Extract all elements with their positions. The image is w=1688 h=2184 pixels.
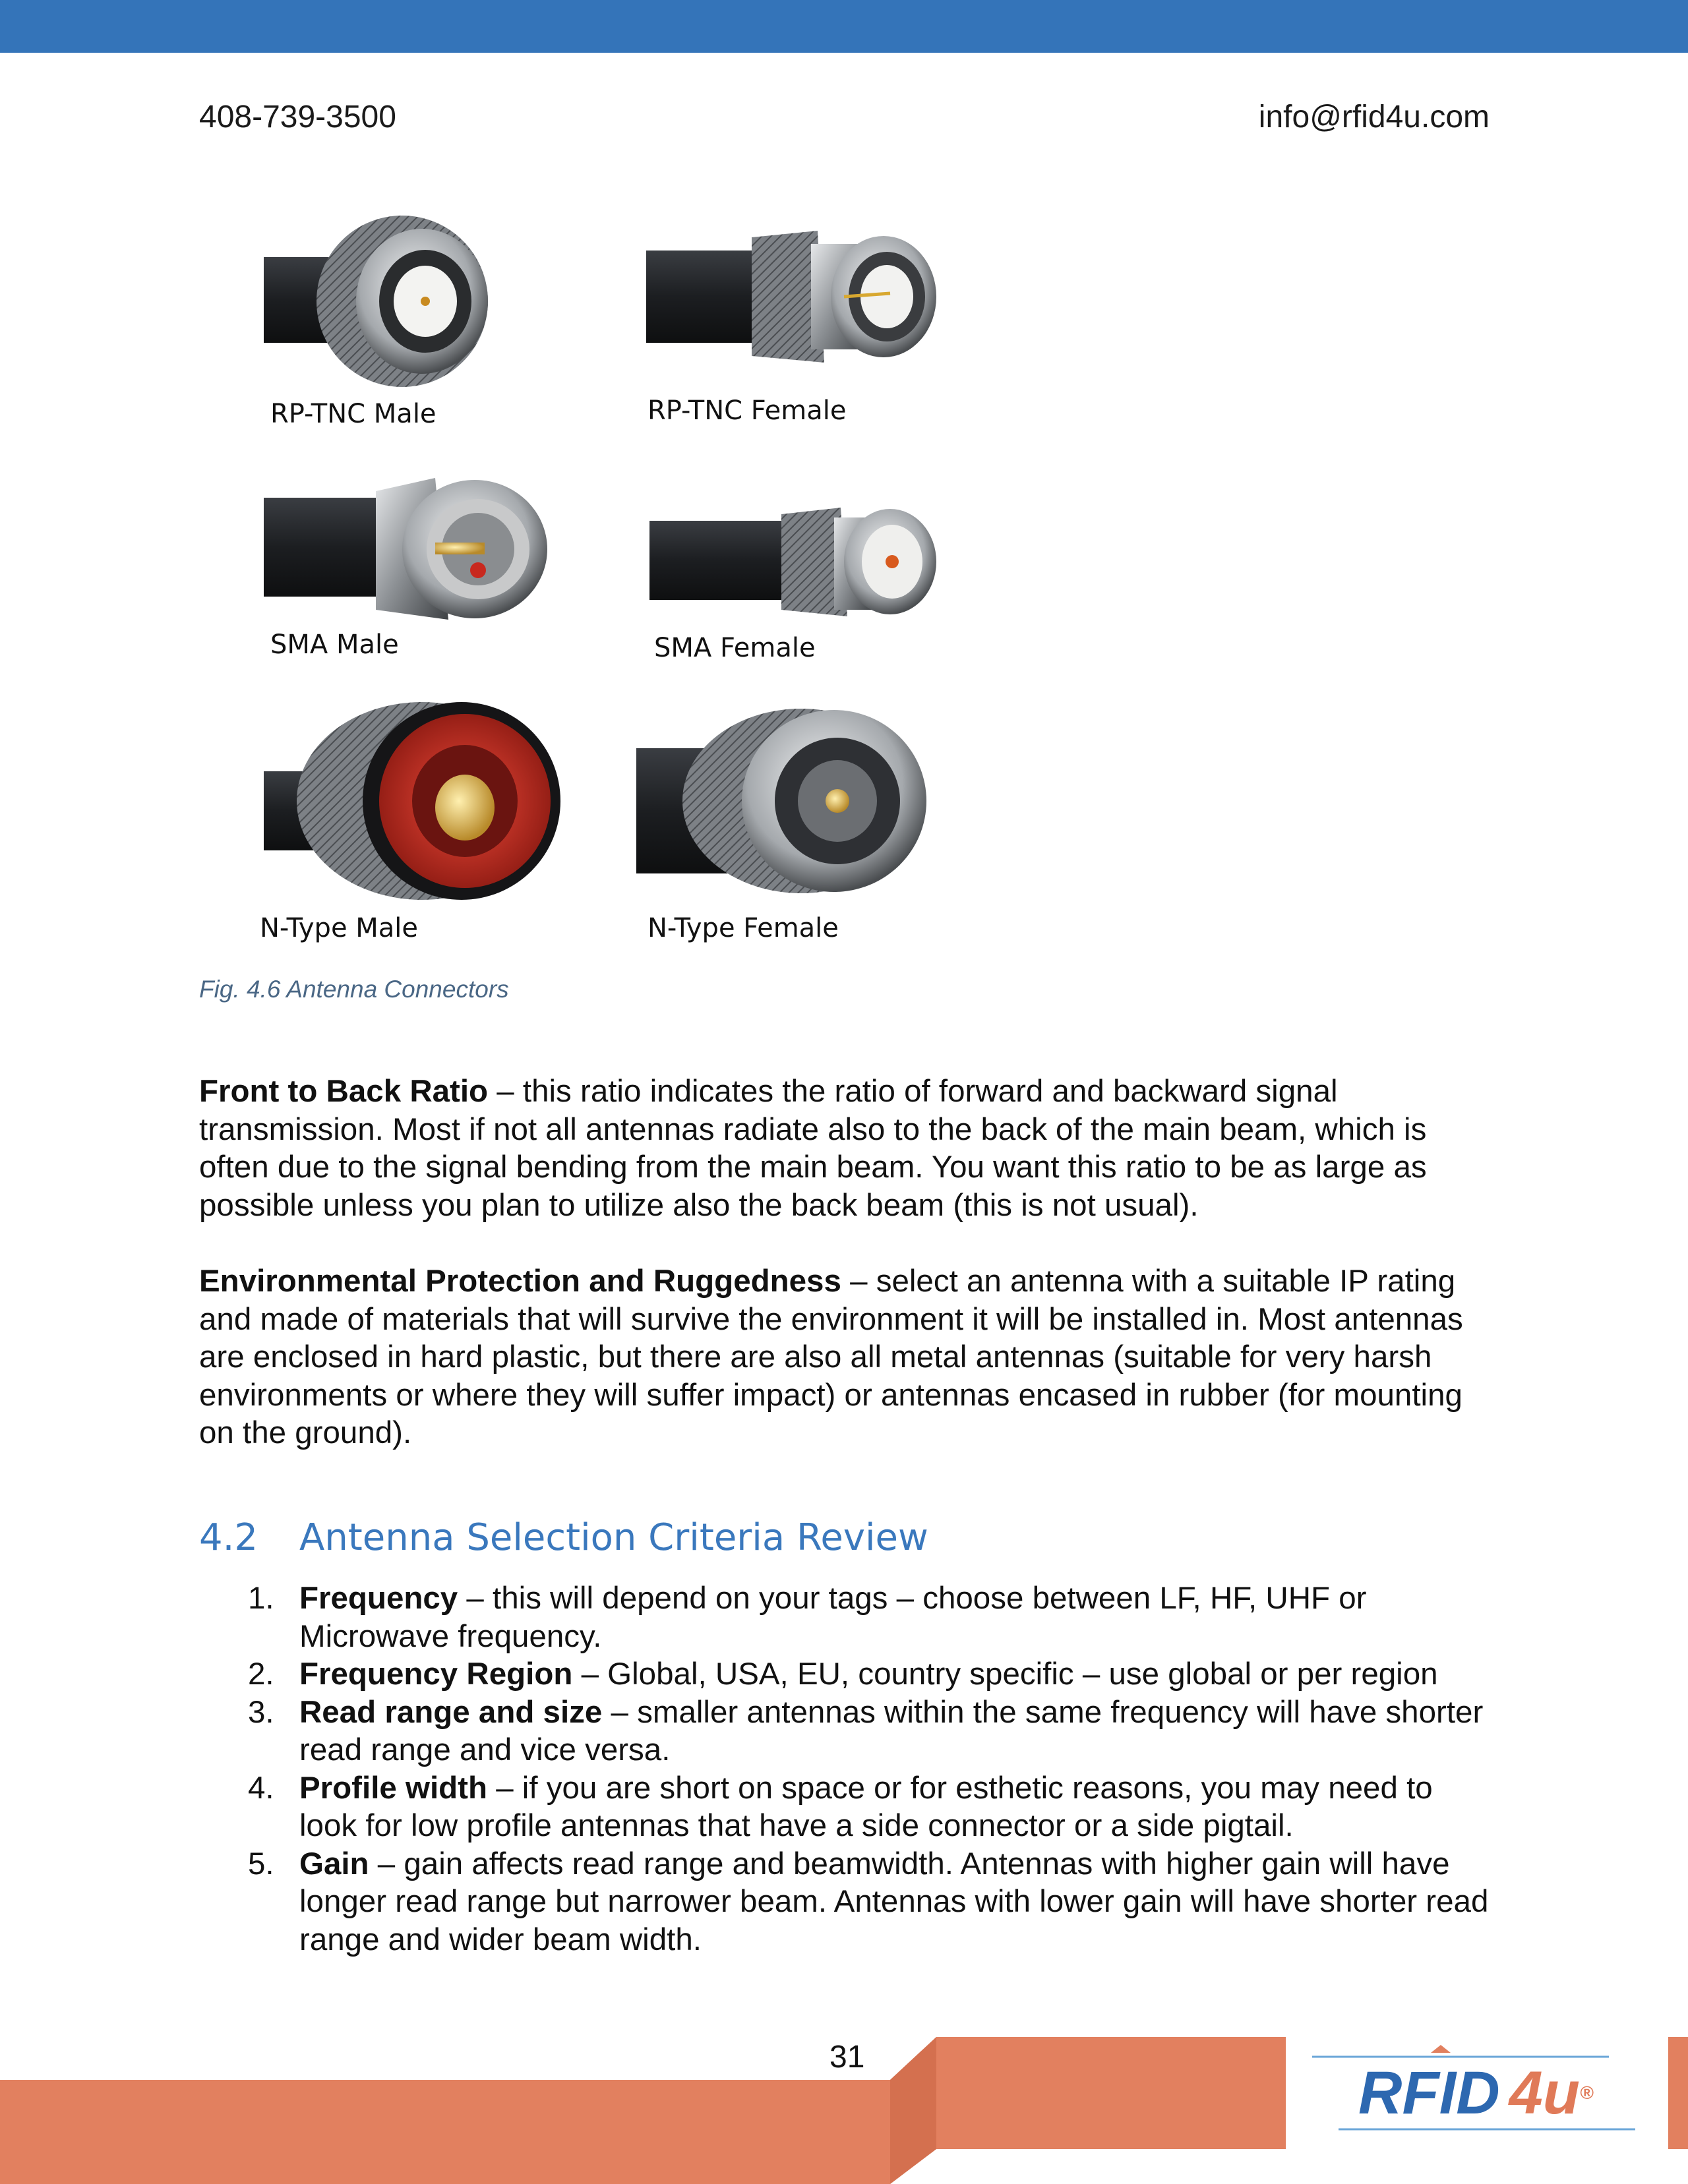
list-item [199,1845,1492,1959]
figure-caption: Fig. 4.6 Antenna Connectors [199,976,509,1003]
list-item [199,1769,1492,1845]
front-to-back-term: Front to Back Ratio [199,1074,489,1109]
environmental-text: – select an antenna with a suitable IP rating and made of materials that will survive the environment it will be installed in. Most antennas are enclosed in hard plastic, but there are also all metal antennas (suitable for very harsh environments or where they will suffer impact) or antennas encased in rubber (for mounting on the ground). [199,1264,1463,1450]
criteria-list [199,1579,1492,1959]
environmental-paragraph [199,1262,1492,1452]
logo-text-rfid: RFID [1358,2059,1500,2127]
sma-female-image [649,501,946,623]
list-item-term: Gain [299,1846,369,1881]
n-type-male-image [264,699,574,903]
sma-male-image [264,478,560,620]
section-heading [199,1516,928,1559]
rfid4u-logo [1358,2057,1594,2129]
list-item-text: – gain affects read range and beamwidth. Antennas with higher gain will have longer read range but narrower beam. Antennas with lower gain will have shorter read range and wider beam width. [299,1846,1489,1957]
list-item-number: 3. [248,1694,274,1730]
rp-tnc-male-label: RP-TNC Male [270,399,437,429]
n-type-female-label: N-Type Female [648,913,839,943]
rp-tnc-female-image [646,211,956,382]
logo-text-4u: 4u [1509,2059,1581,2127]
list-item-term: Frequency [299,1581,458,1616]
front-to-back-text: – this ratio indicates the ratio of forward and backward signal transmission. Most if not all antennas radiate also to the back of the main beam, which is often due to the signal bending from the main beam. You want this ratio to be as large as possible unless you plan to utilize also the back beam (this is not usual). [199,1074,1427,1223]
list-item-text: – Global, USA, EU, country specific – use global or per region [572,1657,1438,1692]
list-item-text: – smaller antennas within the same frequency will have shorter read range and vice versa. [299,1694,1484,1767]
sma-male-label: SMA Male [270,630,399,660]
section-title: Antenna Selection Criteria Review [299,1516,928,1559]
sma-female-label: SMA Female [654,633,816,663]
logo-registered-mark: ® [1580,2082,1594,2103]
header-phone: 408-739-3500 [199,100,396,134]
section-number: 4.2 [199,1516,258,1559]
list-item-number: 5. [248,1846,274,1881]
header-email: info@rfid4u.com [1258,100,1490,134]
list-item-number: 4. [248,1770,274,1806]
list-item-term: Read range and size [299,1694,603,1730]
list-item [199,1694,1492,1769]
front-to-back-paragraph [199,1073,1492,1224]
page-number: 31 [829,2040,865,2075]
list-item-number: 1. [248,1581,274,1616]
list-item-number: 2. [248,1657,274,1692]
n-type-female-image [636,709,950,897]
list-item-term: Frequency Region [299,1657,573,1692]
list-item [199,1655,1492,1694]
rp-tnc-female-label: RP-TNC Female [648,396,847,426]
list-item [199,1579,1492,1655]
list-item-text: – this will depend on your tags – choose between LF, HF, UHF or Microwave frequency. [299,1581,1367,1654]
list-item-text: – if you are short on space or for esthetic reasons, you may need to look for low profile antennas that have a side connector or a side pigtail. [299,1770,1433,1843]
top-bar [0,0,1688,53]
list-item-term: Profile width [299,1770,487,1806]
environmental-term: Environmental Protection and Ruggedness [199,1264,841,1299]
n-type-male-label: N-Type Male [260,913,419,943]
rp-tnc-male-image [264,211,541,392]
